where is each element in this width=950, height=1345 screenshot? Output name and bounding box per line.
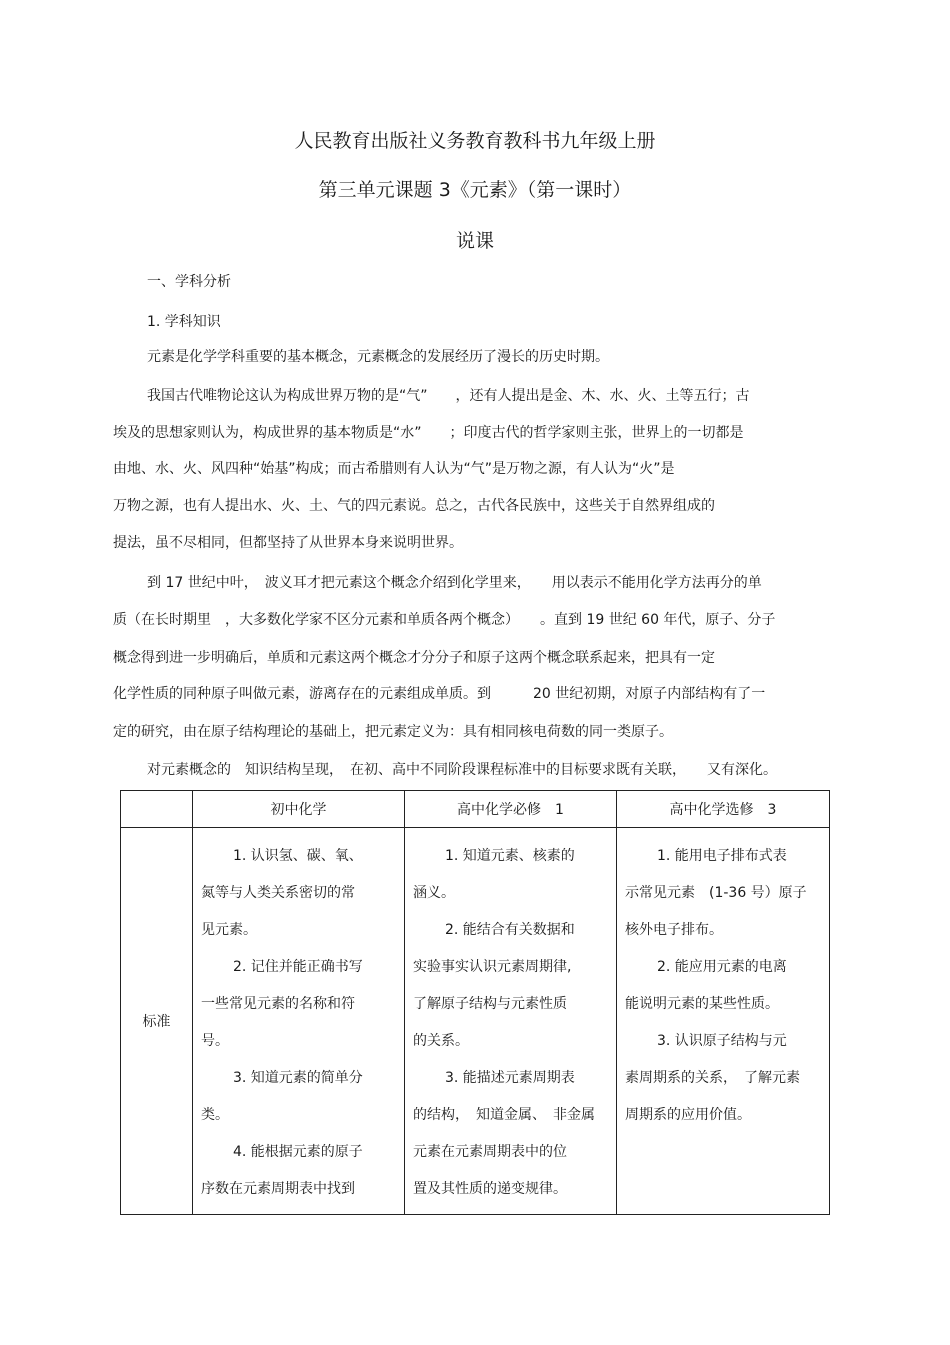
cell-line: 核外电子排布。 xyxy=(625,922,723,938)
paragraph-line: 提法，虽不尽相同，但都坚持了从世界本身来说明世界。 xyxy=(113,535,463,551)
cell-line: 元素在元素周期表中的位 xyxy=(413,1144,567,1160)
cell-line: 2. 能结合有关数据和 xyxy=(445,922,575,938)
table-header-cell xyxy=(121,791,193,828)
paragraph-line: 概念得到进一步明确后，单质和元素这两个概念才分分子和原子这两个概念联系起来，把具有一定 xyxy=(113,650,715,666)
paragraph-line: 对元素概念的 知识结构呈现， 在初、高中不同阶段课程标准中的目标要求既有关联， 又有深化。 xyxy=(147,762,777,778)
section-heading: 一、学科分析 xyxy=(147,274,231,290)
paragraph-line: 质（在长时期里 ，大多数化学家不区分元素和单质各两个概念） 。直到 19 世纪 60 年代，原子、分子 xyxy=(113,612,776,628)
table-header-row xyxy=(121,791,830,828)
paragraph-line: 到 17 世纪中叶， 波义耳才把元素这个概念介绍到化学里来， 用以表示不能用化学方法再分的单 xyxy=(147,575,762,591)
table-header-cell: 高中化学选修 3 xyxy=(617,791,830,828)
cell-line: 见元素。 xyxy=(201,922,257,938)
table-cell xyxy=(405,828,617,1215)
subsection-heading: 1. 学科知识 xyxy=(147,314,221,330)
cell-line: 1. 知道元素、核素的 xyxy=(445,848,575,864)
table-row xyxy=(121,828,830,1215)
table-cell xyxy=(193,828,405,1215)
cell-line: 1. 能用电子排布式表 xyxy=(657,848,787,864)
paragraph-line: 由地、水、火、风四种“始基”构成；而古希腊则有人认为“气”是万物之源，有人认为“火”是 xyxy=(113,461,675,477)
row-label: 标准 xyxy=(121,828,193,1215)
cell-line: 3. 认识原子结构与元 xyxy=(657,1033,787,1049)
lesson-title: 第三单元课题 3《元素》（第一课时） xyxy=(318,179,632,201)
cell-line: 2. 记住并能正确书写 xyxy=(233,959,363,975)
table-header-cell: 高中化学必修 1 xyxy=(405,791,617,828)
paragraph-line: 万物之源，也有人提出水、火、土、气的四元素说。总之，古代各民族中，这些关于自然界组成的 xyxy=(113,498,715,514)
cell-line: 氮等与人类关系密切的常 xyxy=(201,885,355,901)
paragraph-line: 埃及的思想家则认为，构成世界的基本物质是“水” ；印度古代的哲学家则主张，世界上的一切都是 xyxy=(113,425,744,441)
cell-line: 置及其性质的递变规律。 xyxy=(413,1181,567,1197)
table-cell xyxy=(617,828,830,1215)
cell-line: 序数在元素周期表中找到 xyxy=(201,1181,355,1197)
cell-line: 2. 能应用元素的电离 xyxy=(657,959,787,975)
lesson-subtitle: 说课 xyxy=(455,230,494,252)
cell-line: 4. 能根据元素的原子 xyxy=(233,1144,363,1160)
paragraph-line: 定的研究，由在原子结构理论的基础上，把元素定义为：具有相同核电荷数的同一类原子。 xyxy=(113,724,673,740)
cell-line: 一些常见元素的名称和符 xyxy=(201,996,355,1012)
cell-line: 的结构， 知道金属、 非金属 xyxy=(413,1107,595,1123)
cell-line: 实验事实认识元素周期律, xyxy=(413,959,572,975)
cell-line: 素周期系的关系， 了解元素 xyxy=(625,1070,800,1086)
curriculum-standards-table xyxy=(120,790,830,1215)
cell-line: 涵义。 xyxy=(413,885,455,901)
paragraph-line: 化学性质的同种原子叫做元素，游离存在的元素组成单质。到 20 世纪初期，对原子内部结构有了一 xyxy=(113,686,766,702)
cell-line: 了解原子结构与元素性质 xyxy=(413,996,567,1012)
cell-line: 3. 知道元素的简单分 xyxy=(233,1070,363,1086)
cell-line: 3. 能描述元素周期表 xyxy=(445,1070,575,1086)
cell-line: 能说明元素的某些性质。 xyxy=(625,996,779,1012)
cell-line: 的关系。 xyxy=(413,1033,469,1049)
document-title: 人民教育出版社义务教育教科书九年级上册 xyxy=(294,130,656,152)
cell-line: 类。 xyxy=(201,1107,229,1123)
cell-line: 1. 认识氢、碳、氧、 xyxy=(233,848,363,864)
paragraph-line: 我国古代唯物论这认为构成世界万物的是“气” ，还有人提出是金、木、水、火、土等五行；古 xyxy=(147,388,750,404)
table-header-cell: 初中化学 xyxy=(193,791,405,828)
cell-line: 号。 xyxy=(201,1033,229,1049)
cell-line: 周期系的应用价值。 xyxy=(625,1107,751,1123)
paragraph-line: 元素是化学学科重要的基本概念，元素概念的发展经历了漫长的历史时期。 xyxy=(147,349,609,365)
cell-line: 示常见元素 (1-36 号）原子 xyxy=(625,885,807,901)
